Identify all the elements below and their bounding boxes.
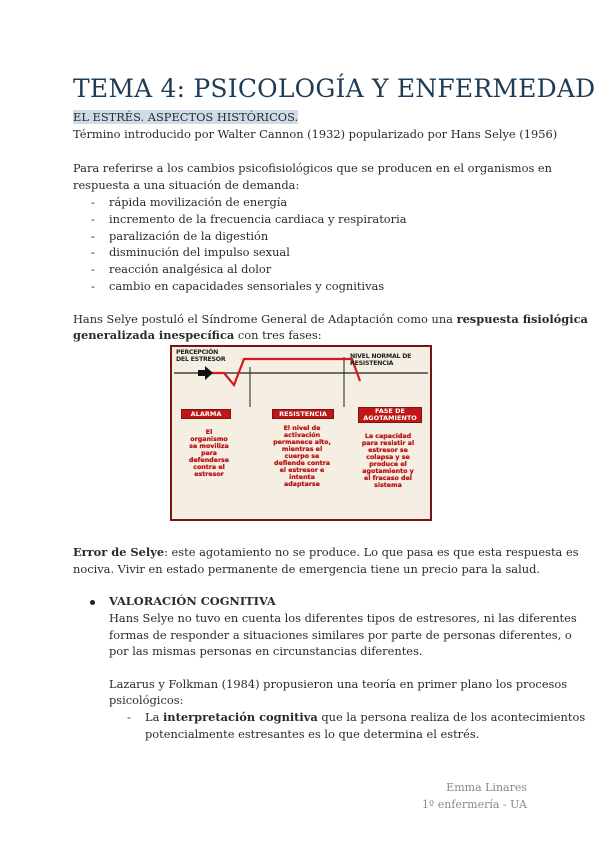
valoracion-line: formas de responder a situaciones similares por parte de personas diferentes, o — [109, 628, 572, 642]
phase-text-alarm: El organismo se moviliza para defenderse contra el estresor — [188, 429, 230, 478]
error-text: : este agotamiento no se produce. Lo que pasa es que esta respuesta es — [164, 545, 579, 559]
sga-bold: respuesta fisiológica — [456, 312, 588, 326]
list-dash: - — [127, 710, 131, 724]
arrow-icon — [198, 370, 206, 376]
footer-course: 1º enfermería - UA — [422, 798, 527, 811]
list-item: paralización de la digestión — [109, 229, 269, 243]
paragraph-line: Para referirse a los cambios psicofisiológicos que se producen en el organismos en — [73, 161, 553, 175]
sga-line-1 — [73, 311, 588, 328]
phase-label-exhaustion: FASE DE AGOTAMIENTO — [358, 407, 422, 423]
paragraph-line: respuesta a una situación de demanda: — [73, 178, 300, 192]
phase-label-resistance: RESISTENCIA — [272, 409, 334, 419]
error-line-2: nociva. Vivir en estado permanente de emergencia tiene un precio para la salud. — [73, 562, 540, 576]
sga-text: con tres fases: — [234, 328, 322, 342]
phase-text-resistance: El nivel de activación permanece alto, mientras el cuerpo se defiende contra el estresor e intenta adaptarse — [273, 425, 331, 488]
list-item: incremento de la frecuencia cardiaca y respiratoria — [109, 212, 407, 226]
sga-bold: generalizada inespecífica — [73, 328, 235, 342]
footer-author: Emma Linares — [446, 781, 527, 794]
list-dash: - — [91, 245, 95, 259]
list-dash: - — [91, 279, 95, 293]
valoracion-line: por las mismas personas en circunstancias diferentes. — [109, 644, 423, 658]
phase-label-alarm: ALARMA — [181, 409, 231, 419]
bullet-icon — [90, 600, 95, 605]
intro-line: Término introducido por Walter Cannon (1932) popularizado por Hans Selye (1956) — [73, 127, 558, 141]
sga-diagram — [170, 345, 432, 521]
list-item: rápida movilización de energía — [109, 195, 288, 209]
sga-line-2 — [73, 327, 322, 344]
list-item: cambio en capacidades sensoriales y cognitivas — [109, 279, 385, 293]
sub-item-bold: interpretación cognitiva — [162, 710, 318, 724]
valoracion-line: Hans Selye no tuvo en cuenta los diferentes tipos de estresores, ni las diferentes — [109, 611, 577, 625]
list-item: disminución del impulso sexual — [109, 245, 290, 259]
phase-text-exhaustion: La capacidad para resistir al estresor se colapsa y se produce el agotamiento y el fracaso del sistema — [361, 433, 415, 489]
diagram-top-right: NIVEL NORMAL DE RESISTENCIA — [350, 353, 412, 367]
section-heading — [73, 109, 298, 126]
valoracion-heading: VALORACIÓN COGNITIVA — [109, 594, 276, 608]
arrow-head-icon — [205, 366, 213, 380]
list-dash: - — [91, 212, 95, 226]
error-bold: Error de Selye — [73, 545, 165, 559]
error-line-1 — [73, 544, 579, 561]
sub-item-line-2: potencialmente estresantes es lo que determina el estrés. — [145, 727, 480, 741]
sub-item-line-1: La interpretación cognitiva que la persona realiza de los acontecimientos — [145, 710, 586, 724]
list-dash: - — [91, 195, 95, 209]
list-dash: - — [91, 262, 95, 276]
valoracion-line: psicológicos: — [109, 693, 184, 707]
page-title: TEMA 4: PSICOLOGÍA Y ENFERMEDAD — [73, 74, 596, 103]
diagram-top-left: PERCEPCIÓN DEL ESTRESOR — [176, 349, 226, 363]
sga-text: Hans Selye postuló el Síndrome General de Adaptación como una — [73, 312, 457, 326]
list-item: reacción analgésica al dolor — [109, 262, 272, 276]
section-heading-text: EL ESTRÉS. ASPECTOS HISTÓRICOS. — [73, 110, 299, 124]
resistance-curve — [212, 359, 360, 385]
list-dash: - — [91, 229, 95, 243]
valoracion-line: Lazarus y Folkman (1984) propusieron una teoría en primer plano los procesos — [109, 677, 568, 691]
